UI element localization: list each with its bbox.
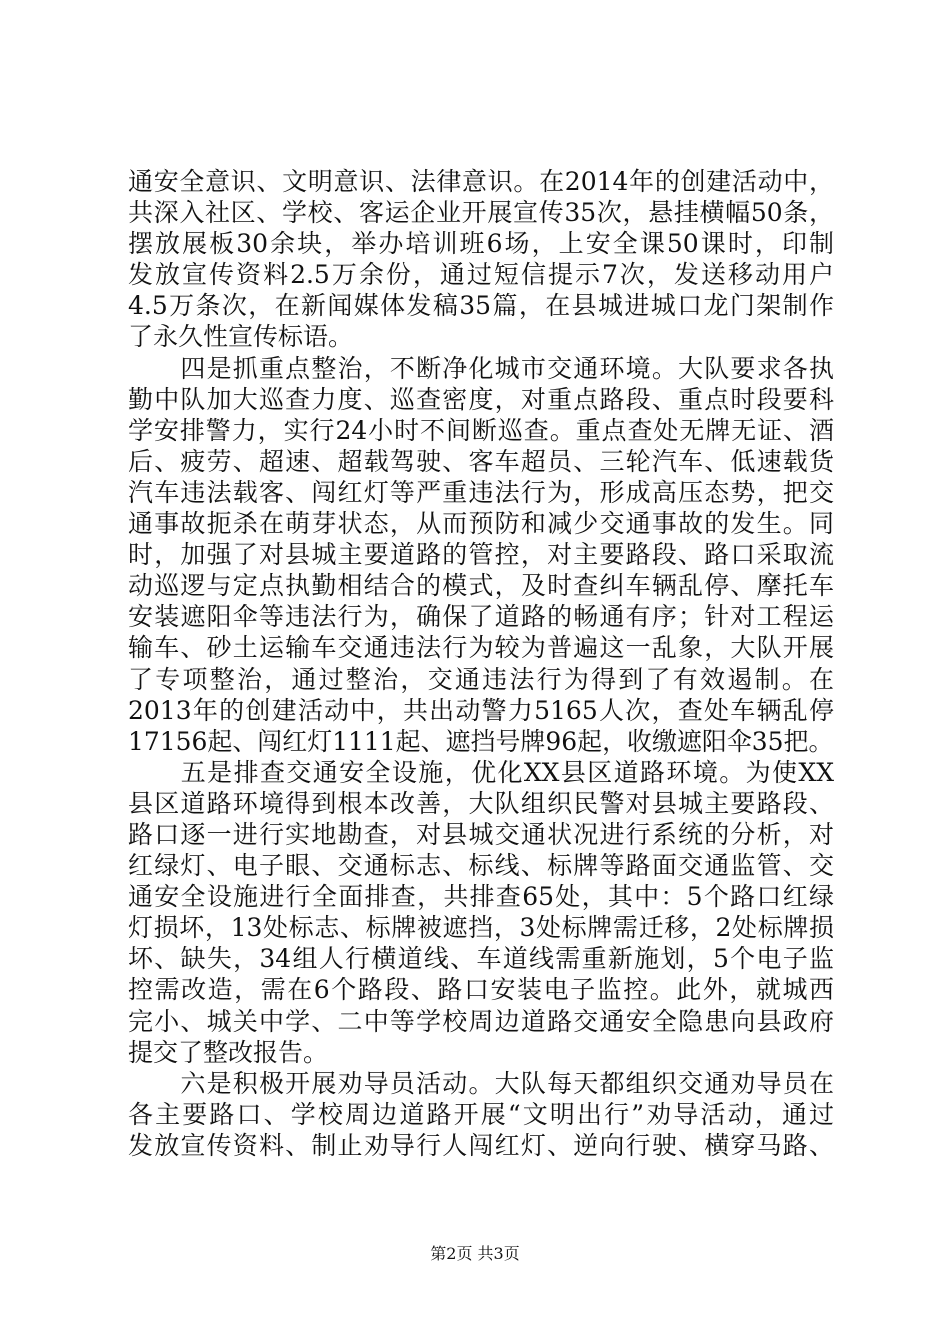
document-body [128,166,834,1161]
text-line: 汽车违法载客、闯红灯等严重违法行为，形成高压态势，把交 [128,477,834,507]
text-line: 县区道路环境得到根本改善，大队组织民警对县城主要路段、 [128,788,834,818]
text-line: 控需改造，需在6个路段、路口安装电子监控。此外，就城西 [128,975,834,1005]
text-line: 通安全意识、文明意识、法律意识。在2014年的创建活动中， [128,167,834,196]
text-line: 了专项整治，通过整治，交通违法行为得到了有效遏制。在 [128,664,834,694]
text-line: 安装遮阳伞等违法行为，确保了道路的畅通有序；针对工程运 [128,602,834,632]
text-line: 输车、砂土运输车交通违法行为较为普遍这一乱象，大队开展 [128,633,834,663]
text-line: 路口逐一进行实地勘查，对县城交通状况进行系统的分析，对 [128,819,834,849]
text-line: 了永久性宣传标语。 [128,322,354,352]
text-line: 坏、缺失，34组人行横道线、车道线需重新施划，5个电子监 [128,944,834,974]
text-line: 红绿灯、电子眼、交通标志、标线、标牌等路面交通监管、交 [128,851,834,881]
text-line: 完小、城关中学、二中等学校周边道路交通安全隐患向县政府 [128,1006,834,1036]
text-line: 4.5万条次，在新闻媒体发稿35篇，在县城进城口龙门架制作 [128,291,834,321]
text-line: 四是抓重点整治，不断净化城市交通环境。大队要求各执 [128,353,834,383]
text-line: 勤中队加大巡查力度、巡查密度，对重点路段、重点时段要科 [128,384,834,414]
text-line: 五是排查交通安全设施，优化XX县区道路环境。为使XX [128,757,834,787]
text-line: 摆放展板30余块，举办培训班6场，上安全课50课时，印制 [128,229,834,259]
text-line: 提交了整改报告。 [128,1037,329,1067]
text-line: 学安排警力，实行24小时不间断巡查。重点查处无牌无证、酒 [128,415,834,445]
text-line: 2013年的创建活动中，共出动警力5165人次，查处车辆乱停 [128,695,834,725]
text-line: 发放宣传资料2.5万余份，通过短信提示7次，发送移动用户 [128,260,834,290]
text-line: 共深入社区、学校、客运企业开展宣传35次，悬挂横幅50条， [128,198,834,228]
page-footer: 第2页 共3页 [430,1244,520,1263]
text-line: 六是积极开展劝导员活动。大队每天都组织交通劝导员在 [128,1068,834,1098]
text-line: 17156起、闯红灯1111起、遮挡号牌96起，收缴遮阳伞35把。 [128,726,834,756]
text-line: 各主要路口、学校周边道路开展“文明出行”劝导活动，通过 [128,1099,834,1129]
text-line: 灯损坏，13处标志、标牌被遮挡，3处标牌需迁移，2处标牌损 [128,913,834,943]
text-line: 发放宣传资料、制止劝导行人闯红灯、逆向行驶、横穿马路、 [128,1130,834,1160]
text-line: 通事故扼杀在萌芽状态，从而预防和减少交通事故的发生。同 [128,509,834,539]
text-line: 后、疲劳、超速、超载驾驶、客车超员、三轮汽车、低速载货 [128,446,834,476]
text-line: 时，加强了对县城主要道路的管控，对主要路段、路口采取流 [128,540,834,570]
text-line: 通安全设施进行全面排查，共排查65处，其中：5个路口红绿 [128,882,834,912]
text-line: 动巡逻与定点执勤相结合的模式，及时查纠车辆乱停、摩托车 [128,571,834,601]
